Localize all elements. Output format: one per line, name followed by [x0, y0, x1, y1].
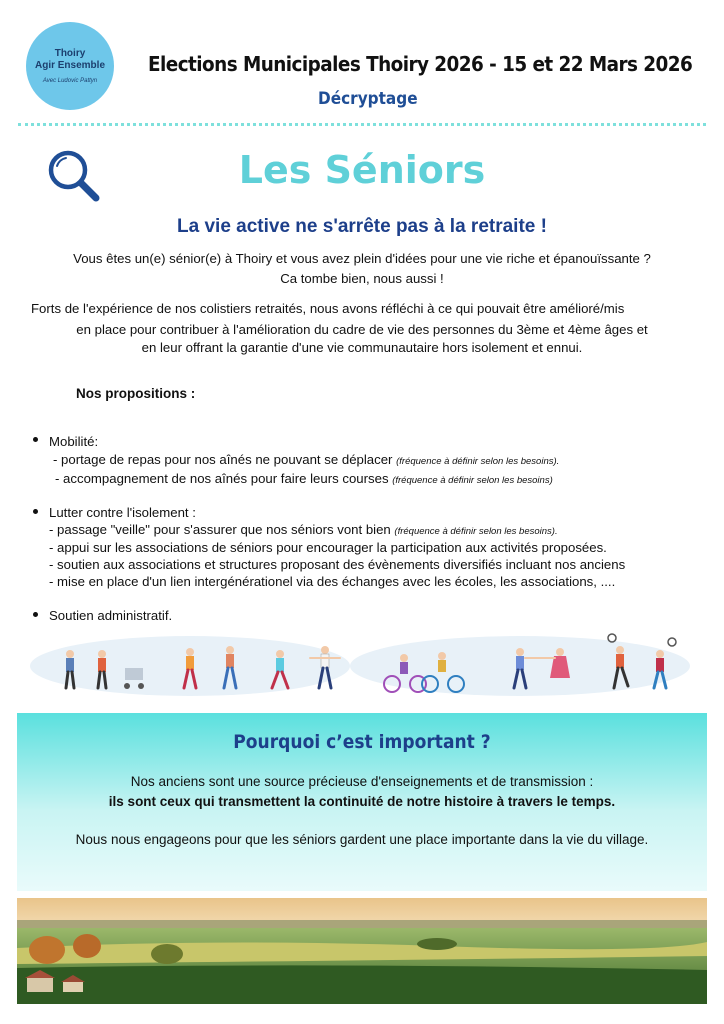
mobilite-item [55, 470, 553, 490]
bullet-dot [33, 437, 38, 442]
seniors-activities-illustration [30, 628, 696, 698]
mobilite-item-note: (fréquence à définir selon les besoins). [396, 456, 560, 467]
page-heading: Les Séniors [238, 148, 486, 192]
mobilite-title: Mobilité: [49, 434, 99, 449]
logo-line-1: Thoiry [54, 48, 86, 59]
mobilite-item [53, 451, 559, 471]
bullet-dot [33, 612, 38, 617]
mobilite-item-note: (fréquence à définir selon les besoins) [392, 475, 553, 486]
logo-line-3: Avec Ludovic Pattyn [42, 78, 98, 84]
propositions-title: Nos propositions : [76, 386, 196, 401]
isolement-item: - mise en place d'un lien intergénérationel via des échanges avec les écoles, les associations, .... [49, 574, 616, 589]
why-line-3: Nous nous engageons pour que les séniors gardent une place importante dans la vie du village. [75, 832, 649, 847]
why-important-section [17, 713, 707, 891]
experience-line-3: en leur offrant la garantie d'une vie communautaire hors isolement et ennui. [141, 340, 583, 355]
village-landscape-photo [17, 898, 707, 1004]
why-title: Pourquoi c’est important ? [233, 731, 491, 753]
bullet-dot [33, 509, 38, 514]
dotted-divider [18, 123, 706, 126]
isolement-item [49, 521, 558, 541]
isolement-item-text: - passage "veille" pour s'assurer que nos séniors vont bien [49, 522, 395, 537]
admin-title: Soutien administratif. [49, 608, 173, 623]
isolement-item-note: (fréquence à définir selon les besoins). [394, 526, 558, 537]
experience-line-2: en place pour contribuer à l'amélioration du cadre de vie des personnes du 3ème et 4ème âges et [76, 322, 648, 337]
document-subtitle: Décryptage [318, 89, 418, 109]
experience-line-1: Forts de l'expérience de nos colistiers retraités, nous avons réfléchi à ce qui pouvait être amélioré/mis [31, 301, 625, 316]
logo-line-2: Agir Ensemble [34, 60, 106, 71]
logo-badge [26, 22, 114, 110]
intro-line-1: Vous êtes un(e) sénior(e) à Thoiry et vous avez plein d'idées pour une vie riche et épanouïssante ? [73, 251, 651, 266]
document-title: Elections Municipales Thoiry 2026 - 15 et 22 Mars 2026 [148, 52, 693, 76]
mobilite-item-text: - accompagnement de nos aînés pour faire leurs courses [55, 471, 393, 486]
why-line-1: Nos anciens sont une source précieuse d'enseignements et de transmission : [130, 774, 594, 789]
isolement-item: - appui sur les associations de séniors pour encourager la participation aux activités proposées. [49, 540, 607, 555]
tagline: La vie active ne s'arrête pas à la retraite ! [177, 216, 547, 237]
isolement-title: Lutter contre l'isolement : [49, 505, 196, 520]
why-line-2: ils sont ceux qui transmettent la continuité de notre histoire à travers le temps. [108, 794, 616, 809]
isolement-item: - soutien aux associations et structures proposant des évènements diversifiés incluant nos anciens [49, 557, 626, 572]
intro-line-2: Ca tombe bien, nous aussi ! [280, 271, 444, 286]
mobilite-item-text: - portage de repas pour nos aînés ne pouvant se déplacer [53, 452, 397, 467]
